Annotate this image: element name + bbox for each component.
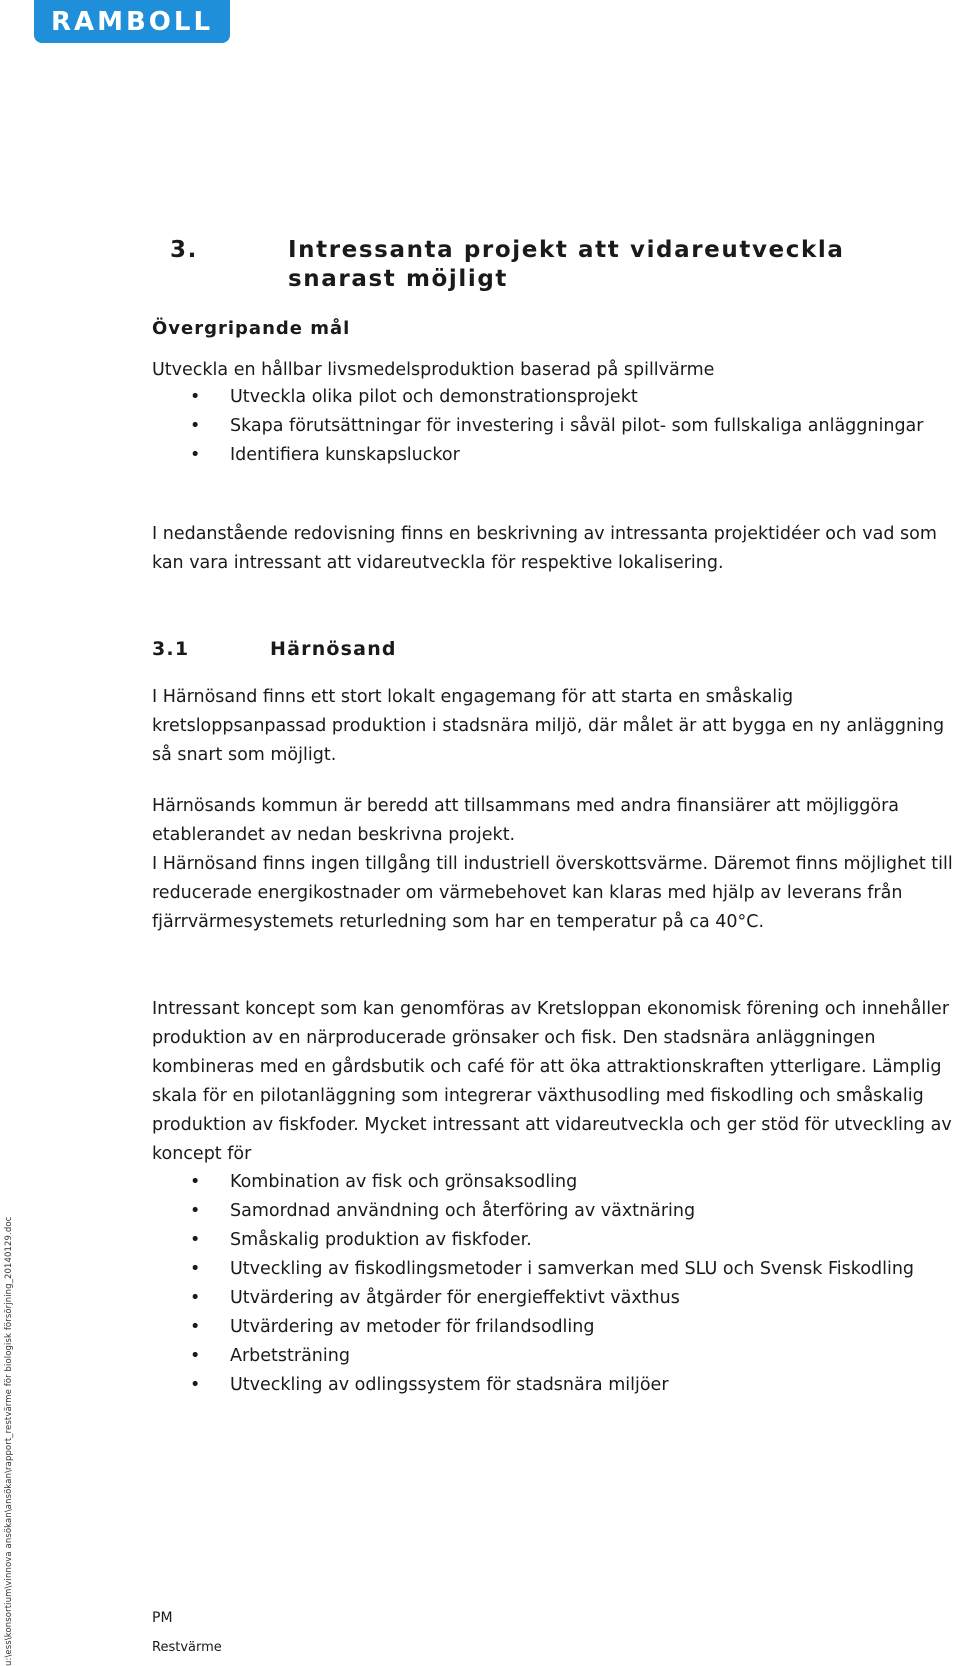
section-3-1-number: 3.1 — [152, 638, 190, 660]
list-item: • Småskalig produktion av fiskfoder. — [190, 1230, 532, 1250]
footer-doc-type: PM — [152, 1610, 173, 1626]
harnosand-paragraph-3: Intressant koncept som kan genomföras av Kretsloppan ekonomisk förening och innehåller produktion av en närproducerade grönsaker och fisk. Den stadsnära anläggningen kombineras med en gårdsbutik och café för att öka attraktionskraften ytterligare. Lämplig skala för en pilotanläggning som integrerar växthusodling med fiskodling och småskalig produktion av fiskfoder. Mycket intressant att vidareutveckla och ger stöd för utveckling av koncept för — [152, 999, 952, 1164]
section-3-title: Intressanta projekt att vidareutveckla snarast möjligt — [288, 237, 845, 292]
list-item: • Utveckling av odlingssystem för stadsnära miljöer — [190, 1375, 669, 1395]
section-3-number: 3. — [170, 237, 198, 263]
list-item: • Samordnad användning och återföring av växtnäring — [190, 1201, 696, 1221]
goals-list — [152, 383, 960, 470]
list-item: • Kombination av fisk och grönsaksodling — [190, 1172, 578, 1192]
harnosand-paragraph-2b: I Härnösand finns ingen tillgång till industriell överskottsvärme. Däremot finns möjlighet till reducerade energikostnader om värmebehovet kan klaras med hjälp av leverans från fjärrvärmesystemets returledning som har en temperatur på ca 40°C. — [152, 854, 953, 932]
list-item: • Identifiera kunskapsluckor — [190, 445, 460, 465]
ramboll-logo — [34, 0, 230, 43]
harnosand-paragraph-1: I Härnösand finns ett stort lokalt engagemang för att starta en småskalig kretsloppsanpassad produktion i stadsnära miljö, där målet är att bygga en ny anläggning så snart som möjligt. — [152, 687, 945, 765]
list-item: • Utvärdering av metoder för frilandsodling — [190, 1317, 595, 1337]
list-item: • Utveckling av fiskodlingsmetoder i samverkan med SLU och Svensk Fiskodling — [190, 1259, 915, 1279]
harnosand-paragraph-2a: Härnösands kommun är beredd att tillsammans med andra finansiärer att möjliggöra etablerandet av nedan beskrivna projekt. — [152, 796, 899, 845]
logo-text: RAMBOLL — [50, 6, 214, 37]
file-path-margin-text: u:\ess\konsortium\vinnova ansökan\ansökan\rapport_restvärme för biologisk försörjning_20140129.doc — [4, 1216, 14, 1666]
footer-doc-title: Restvärme — [152, 1640, 222, 1655]
list-item: • Skapa förutsättningar för investering i såväl pilot- som fullskaliga anläggningar — [190, 416, 924, 436]
section-3-1-title: Härnösand — [270, 638, 397, 660]
goals-heading: Övergripande mål — [152, 318, 351, 339]
overview-paragraph: I nedanstående redovisning finns en beskrivning av intressanta projektidéer och vad som kan vara intressant att vidareutveckla för respektive lokalisering. — [152, 524, 937, 573]
list-item: • Utveckla olika pilot och demonstrationsprojekt — [190, 387, 638, 407]
list-item: • Utvärdering av åtgärder för energieffektivt växthus — [190, 1288, 680, 1308]
concept-list — [152, 1168, 960, 1400]
goals-intro: Utveckla en hållbar livsmedelsproduktion baserad på spillvärme — [152, 360, 715, 380]
list-item: • Arbetsträning — [190, 1346, 350, 1366]
